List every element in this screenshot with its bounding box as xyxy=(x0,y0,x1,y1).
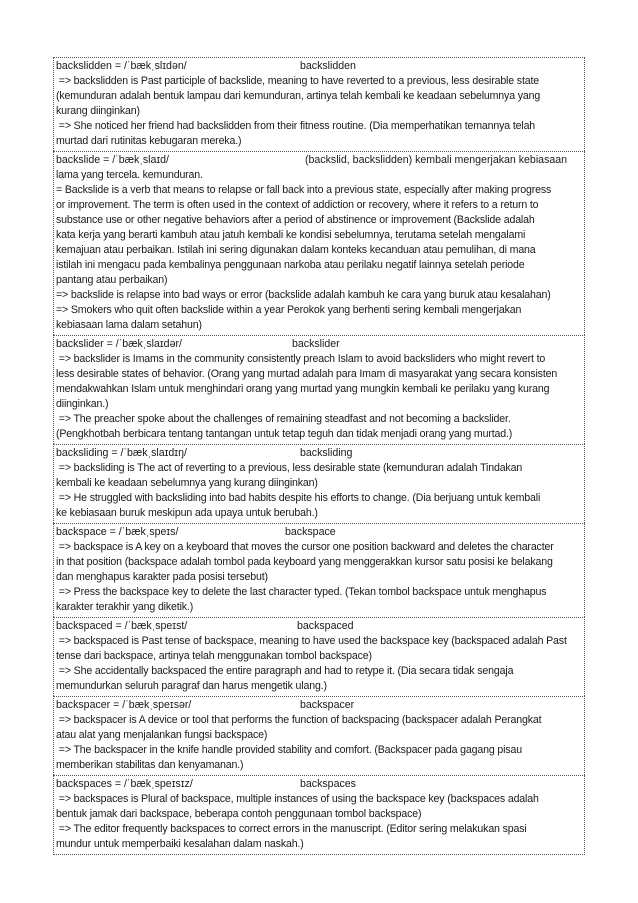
headword: backslidden = /ˈbækˌslɪdən/ xyxy=(56,60,187,72)
example-line: => He struggled with backsliding into bad habits despite his efforts to change. (Dia berjuang untuk kembali xyxy=(56,492,541,504)
entry-backspace xyxy=(53,523,585,617)
entry-backspacer xyxy=(53,696,585,775)
definition-line: tense dari backspace, artinya telah menggunakan tombol backspace) xyxy=(56,650,372,662)
example-line: => The backspacer in the knife handle provided stability and comfort. (Backspacer pada gagang pisau xyxy=(56,744,522,756)
definition-line: mendakwahkan Islam untuk menghindari orang yang murtad yang mungkin kembali ke perilaku yang kurang xyxy=(56,383,550,395)
definition-line: pantang atau perbaikan) xyxy=(56,274,168,286)
example-line: murtad dari rutinitas kebugaran mereka.) xyxy=(56,135,242,147)
gloss: backslider xyxy=(292,338,340,350)
example-line: mundur untuk memperbaiki kesalahan dalam naskah.) xyxy=(56,838,304,850)
gloss: backspaced xyxy=(297,620,354,632)
entry-backsliding xyxy=(53,444,585,523)
definition-line: atau alat yang menjalankan fungsi backspace) xyxy=(56,729,268,741)
example-line: => She noticed her friend had backslidden from their fitness routine. (Dia memperhatikan temannya telah xyxy=(56,120,536,132)
entry-head xyxy=(56,446,582,461)
definition-line: in that position (backspace adalah tombol pada keyboard yang menggerakkan kursor satu posisi ke belakang xyxy=(56,556,553,568)
dictionary-page xyxy=(53,57,585,855)
example-line: memberikan stabilitas dan kenyamanan.) xyxy=(56,759,244,771)
definition-line: lama yang tercela. kemunduran. xyxy=(56,169,203,181)
entry-backslider xyxy=(53,335,585,444)
definition-line: diinginkan.) xyxy=(56,398,109,410)
definition-line: substance use or other negative behaviors after a period of abstinence or improvement (Backslide adalah xyxy=(56,214,535,226)
gloss: backspace xyxy=(285,526,336,538)
headword: backspaces = /ˈbækˌspeɪsɪz/ xyxy=(56,778,193,790)
headword: backslide = /ˈbækˌslaɪd/ xyxy=(56,154,169,166)
entry-head xyxy=(56,153,582,168)
gloss: backspacer xyxy=(300,699,355,711)
headword: backslider = /ˈbækˌslaɪdər/ xyxy=(56,338,182,350)
definition-line: => backslidden is Past participle of backslide, meaning to have reverted to a previous, less desirable state xyxy=(56,75,540,87)
definition-line: or improvement. The term is often used in the context of addiction or recovery, where it refers to a return to xyxy=(56,199,539,211)
definition-line: => backspaces is Plural of backspace, multiple instances of using the backspace key (backspaces adalah xyxy=(56,793,539,805)
definition-line: kembali ke keadaan sebelumnya yang kurang diinginkan) xyxy=(56,477,318,489)
headword: backspacer = /ˈbækˌspeɪsər/ xyxy=(56,699,192,711)
example-line: ke kebiasaan buruk meskipun ada upaya untuk berubah.) xyxy=(56,507,318,519)
gloss: backsliding xyxy=(300,447,353,459)
definition-line: kurang diinginkan) xyxy=(56,105,140,117)
entry-head xyxy=(56,777,582,792)
example-line: (Pengkhotbah berbicara tentang tantangan untuk tetap teguh dan tidak menjadi orang yang murtad.) xyxy=(56,428,513,440)
gloss: backslidden xyxy=(300,60,356,72)
gloss: backspaces xyxy=(300,778,356,790)
definition-line: bentuk jamak dari backspace, beberapa contoh penggunaan tombol backspace) xyxy=(56,808,422,820)
entry-head xyxy=(56,337,582,352)
example-line: kebiasaan lama dalam setahun) xyxy=(56,319,202,331)
headword: backsliding = /ˈbækˌslaɪdɪŋ/ xyxy=(56,447,187,459)
definition-line: kemajuan atau perbaikan. Istilah ini sering digunakan dalam konteks kecanduan atau pemulihan, di mana xyxy=(56,244,536,256)
definition-line: => backspace is A key on a keyboard that moves the cursor one position backward and deletes the character xyxy=(56,541,554,553)
entry-head xyxy=(56,525,582,540)
definition-line: = Backslide is a verb that means to relapse or fall back into a previous state, especially after making progress xyxy=(56,184,552,196)
definition-line: kata kerja yang berarti kambuh atau jatuh kembali ke kondisi sebelumnya, terutama setelah mengalami xyxy=(56,229,526,241)
example-line: => The editor frequently backspaces to correct errors in the manuscript. (Editor sering melakukan spasi xyxy=(56,823,527,835)
entry-backslide xyxy=(53,151,585,335)
headword: backspace = /ˈbækˌspeɪs/ xyxy=(56,526,179,538)
entry-backspaces xyxy=(53,775,585,855)
example-line: => Smokers who quit often backslide within a year Perokok yang berhenti sering kembali mengerjakan xyxy=(56,304,522,316)
entry-head xyxy=(56,59,582,74)
definition-line: => backslider is Imams in the community consistently preach Islam to avoid backsliders who might revert to xyxy=(56,353,546,365)
gloss: (backslid, backslidden) kembali mengerjakan kebiasaan xyxy=(305,154,568,166)
example-line: => The preacher spoke about the challenges of remaining steadfast and not becoming a backslider. xyxy=(56,413,511,425)
example-line: => Press the backspace key to delete the last character typed. (Tekan tombol backspace untuk menghapus xyxy=(56,586,547,598)
definition-line: (kemunduran adalah bentuk lampau dari kemunduran, artinya telah kembali ke keadaan sebelumnya yang xyxy=(56,90,541,102)
definition-line: => backsliding is The act of reverting to a previous, less desirable state (kemunduran adalah Tindakan xyxy=(56,462,523,474)
example-line: memundurkan seluruh paragraf dan harus mengetik ulang.) xyxy=(56,680,327,692)
entry-backspaced xyxy=(53,617,585,696)
definition-line: => backspaced is Past tense of backspace, meaning to have used the backspace key (backspaced adalah Past xyxy=(56,635,567,647)
definition-line: dan menghapus karakter pada posisi tersebut) xyxy=(56,571,268,583)
example-line: karakter terakhir yang diketik.) xyxy=(56,601,194,613)
entry-head xyxy=(56,698,582,713)
example-line: => She accidentally backspaced the entire paragraph and had to retype it. (Dia secara tidak sengaja xyxy=(56,665,514,677)
definition-line: => backslide is relapse into bad ways or error (backslide adalah kambuh ke cara yang buruk atau kesalahan) xyxy=(56,289,551,301)
definition-line: less desirable states of behavior. (Orang yang murtad adalah para Imam di masyarakat yang secara konsisten xyxy=(56,368,558,380)
definition-line: istilah ini mengacu pada kembalinya penggunaan narkoba atau perilaku negatif lainnya setelah periode xyxy=(56,259,525,271)
entry-backslidden xyxy=(53,57,585,151)
definition-line: => backspacer is A device or tool that performs the function of backspacing (backspacer adalah Perangkat xyxy=(56,714,542,726)
entry-head xyxy=(56,619,582,634)
headword: backspaced = /ˈbækˌspeɪst/ xyxy=(56,620,188,632)
